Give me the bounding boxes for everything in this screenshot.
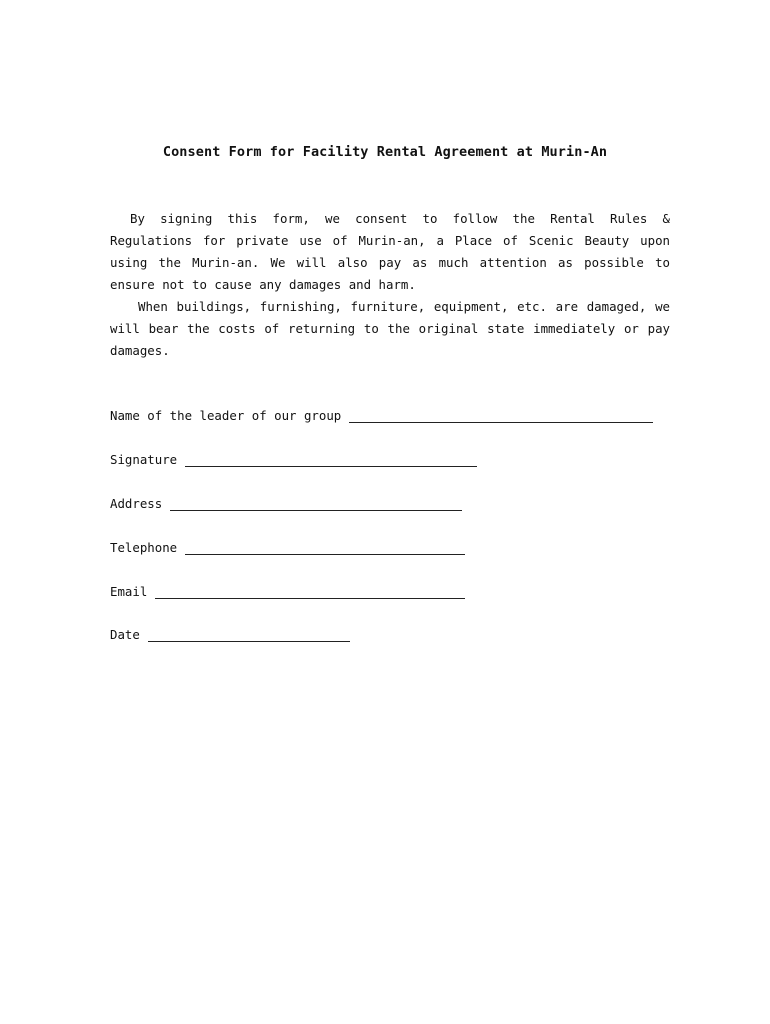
damages-paragraph-text: When buildings, furnishing, furniture, equipment, etc. are damaged, we will bear the costs of returning to the original state immediately or pay damages.	[110, 299, 670, 358]
consent-paragraph	[110, 208, 670, 296]
signature-label: Signature	[110, 452, 178, 467]
date-line[interactable]	[148, 629, 350, 642]
date-label: Date	[110, 627, 140, 642]
damages-paragraph	[110, 296, 670, 362]
date-field[interactable]	[110, 627, 350, 643]
document-title: Consent Form for Facility Rental Agreement at Murin-An	[162, 144, 608, 160]
email-label: Email	[110, 584, 148, 599]
email-field[interactable]	[110, 584, 465, 600]
telephone-line[interactable]	[185, 542, 465, 555]
telephone-label: Telephone	[110, 540, 178, 555]
leader-name-line[interactable]	[349, 410, 653, 423]
email-line[interactable]	[155, 586, 465, 599]
address-label: Address	[110, 496, 163, 511]
consent-paragraph-text: By signing this form, we consent to follow the Rental Rules & Regulations for private use of Murin-an, a Place of Scenic Beauty upon using the Murin-an. We will also pay as much attention as possible to ensure not to cause any damages and harm.	[110, 211, 670, 292]
leader-name-label: Name of the leader of our group	[110, 408, 342, 423]
telephone-field[interactable]	[110, 540, 465, 556]
signature-field[interactable]	[110, 452, 477, 468]
address-field[interactable]	[110, 496, 462, 512]
address-line[interactable]	[170, 498, 462, 511]
leader-name-field[interactable]	[110, 408, 653, 424]
signature-line[interactable]	[185, 454, 477, 467]
